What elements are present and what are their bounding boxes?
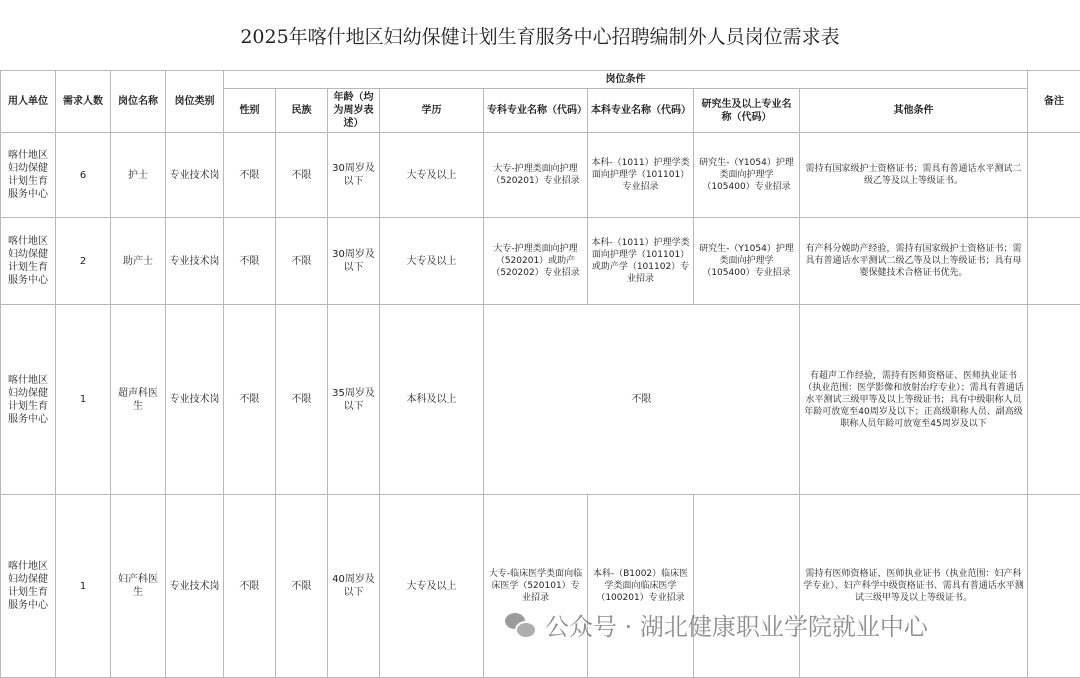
cell-position: 护士 bbox=[111, 133, 166, 218]
cell-major-graduate: 研究生-（Y1054）护理类面向护理学（105400）专业招录 bbox=[694, 218, 800, 305]
cell-education: 大专及以上 bbox=[380, 495, 484, 678]
table-row bbox=[1, 495, 1080, 678]
table-row bbox=[1, 133, 1080, 218]
header-major-graduate: 研究生及以上专业名称（代码） bbox=[694, 89, 800, 133]
table-row bbox=[1, 218, 1080, 305]
cell-ethnicity: 不限 bbox=[276, 133, 328, 218]
cell-major-bachelor: 本科-（B1002）临床医学类面向临床医学（100201）专业招录 bbox=[588, 495, 694, 678]
cell-ethnicity: 不限 bbox=[276, 495, 328, 678]
cell-remark bbox=[1028, 305, 1080, 495]
cell-gender: 不限 bbox=[224, 218, 276, 305]
cell-education: 大专及以上 bbox=[380, 133, 484, 218]
cell-unit: 喀什地区妇幼保健计划生育服务中心 bbox=[1, 218, 56, 305]
cell-age: 30周岁及以下 bbox=[328, 218, 380, 305]
cell-major-graduate: 研究生-（Y1054）护理类面向护理学（105400）专业招录 bbox=[694, 133, 800, 218]
header-remark: 备注 bbox=[1028, 71, 1080, 133]
cell-remark bbox=[1028, 218, 1080, 305]
cell-education: 大专及以上 bbox=[380, 218, 484, 305]
header-major-college: 专科专业名称（代码） bbox=[484, 89, 588, 133]
cell-gender: 不限 bbox=[224, 305, 276, 495]
cell-ethnicity: 不限 bbox=[276, 218, 328, 305]
header-ethnicity: 民族 bbox=[276, 89, 328, 133]
cell-count: 1 bbox=[56, 495, 111, 678]
cell-remark bbox=[1028, 495, 1080, 678]
cell-major-bachelor: 本科-（1011）护理学类面向护理学（101101）专业招录 bbox=[588, 133, 694, 218]
watermark bbox=[505, 606, 928, 642]
cell-gender: 不限 bbox=[224, 495, 276, 678]
cell-major-college: 大专-护理类面向护理（520201）专业招录 bbox=[484, 133, 588, 218]
cell-remark bbox=[1028, 133, 1080, 218]
cell-major-college: 大专-护理类面向护理（520201）或助产（520202）专业招录 bbox=[484, 218, 588, 305]
cell-major-college: 大专-临床医学类面向临床医学（520101）专业招录 bbox=[484, 495, 588, 678]
cell-other: 有产科分娩助产经验，需持有国家级护士资格证书；需具有普通话水平测试二级乙等及以上等级证书；具有母婴保健技术合格证书优先。 bbox=[800, 218, 1028, 305]
cell-major-graduate bbox=[694, 495, 800, 678]
cell-category: 专业技术岗 bbox=[166, 218, 224, 305]
wechat-icon bbox=[505, 609, 535, 639]
page-title: 2025年喀什地区妇幼保健计划生育服务中心招聘编制外人员岗位需求表 bbox=[0, 0, 1080, 71]
cell-count: 2 bbox=[56, 218, 111, 305]
cell-education: 本科及以上 bbox=[380, 305, 484, 495]
header-age: 年龄（均为周岁表述） bbox=[328, 89, 380, 133]
cell-category: 专业技术岗 bbox=[166, 495, 224, 678]
header-major-bachelor: 本科专业名称（代码） bbox=[588, 89, 694, 133]
cell-ethnicity: 不限 bbox=[276, 305, 328, 495]
cell-major-bachelor: 本科-（1011）护理学类面向护理学（101101）或助产学（101102）专业招录 bbox=[588, 218, 694, 305]
header-unit: 用人单位 bbox=[1, 71, 56, 133]
cell-age: 40周岁及以下 bbox=[328, 495, 380, 678]
cell-position: 助产士 bbox=[111, 218, 166, 305]
table-row bbox=[1, 305, 1080, 495]
cell-unit: 喀什地区妇幼保健计划生育服务中心 bbox=[1, 305, 56, 495]
cell-age: 30周岁及以下 bbox=[328, 133, 380, 218]
cell-gender: 不限 bbox=[224, 133, 276, 218]
cell-count: 1 bbox=[56, 305, 111, 495]
cell-unit: 喀什地区妇幼保健计划生育服务中心 bbox=[1, 495, 56, 678]
cell-position: 超声科医生 bbox=[111, 305, 166, 495]
header-position: 岗位名称 bbox=[111, 71, 166, 133]
cell-unit: 喀什地区妇幼保健计划生育服务中心 bbox=[1, 133, 56, 218]
header-gender: 性别 bbox=[224, 89, 276, 133]
position-table bbox=[0, 70, 1080, 678]
cell-count: 6 bbox=[56, 133, 111, 218]
cell-other: 需持有国家级护士资格证书；需具有普通话水平测试二级乙等及以上等级证书。 bbox=[800, 133, 1028, 218]
header-count: 需求人数 bbox=[56, 71, 111, 133]
cell-category: 专业技术岗 bbox=[166, 133, 224, 218]
header-category: 岗位类别 bbox=[166, 71, 224, 133]
cell-major-merged: 不限 bbox=[484, 305, 800, 495]
cell-age: 35周岁及以下 bbox=[328, 305, 380, 495]
header-conditions: 岗位条件 bbox=[224, 71, 1028, 89]
watermark-text: 公众号 · 湖北健康职业学院就业中心 bbox=[545, 607, 928, 642]
cell-position: 妇产科医生 bbox=[111, 495, 166, 678]
cell-other: 有超声工作经验，需持有医师资格证、医师执业证书（执业范围：医学影像和放射治疗专业）；需具有普通话水平测试三级甲等及以上等级证书；具有中级职称人员年龄可放宽至40周岁及以下；正高级职称人员、副高级职称人员年龄可放宽至45周岁及以下 bbox=[800, 305, 1028, 495]
header-other: 其他条件 bbox=[800, 89, 1028, 133]
cell-other: 需持有医师资格证、医师执业证书（执业范围：妇产科学专业）、妇产科学中级资格证书、需具有普通话水平测试三级甲等及以上等级证书。 bbox=[800, 495, 1028, 678]
header-education: 学历 bbox=[380, 89, 484, 133]
cell-category: 专业技术岗 bbox=[166, 305, 224, 495]
